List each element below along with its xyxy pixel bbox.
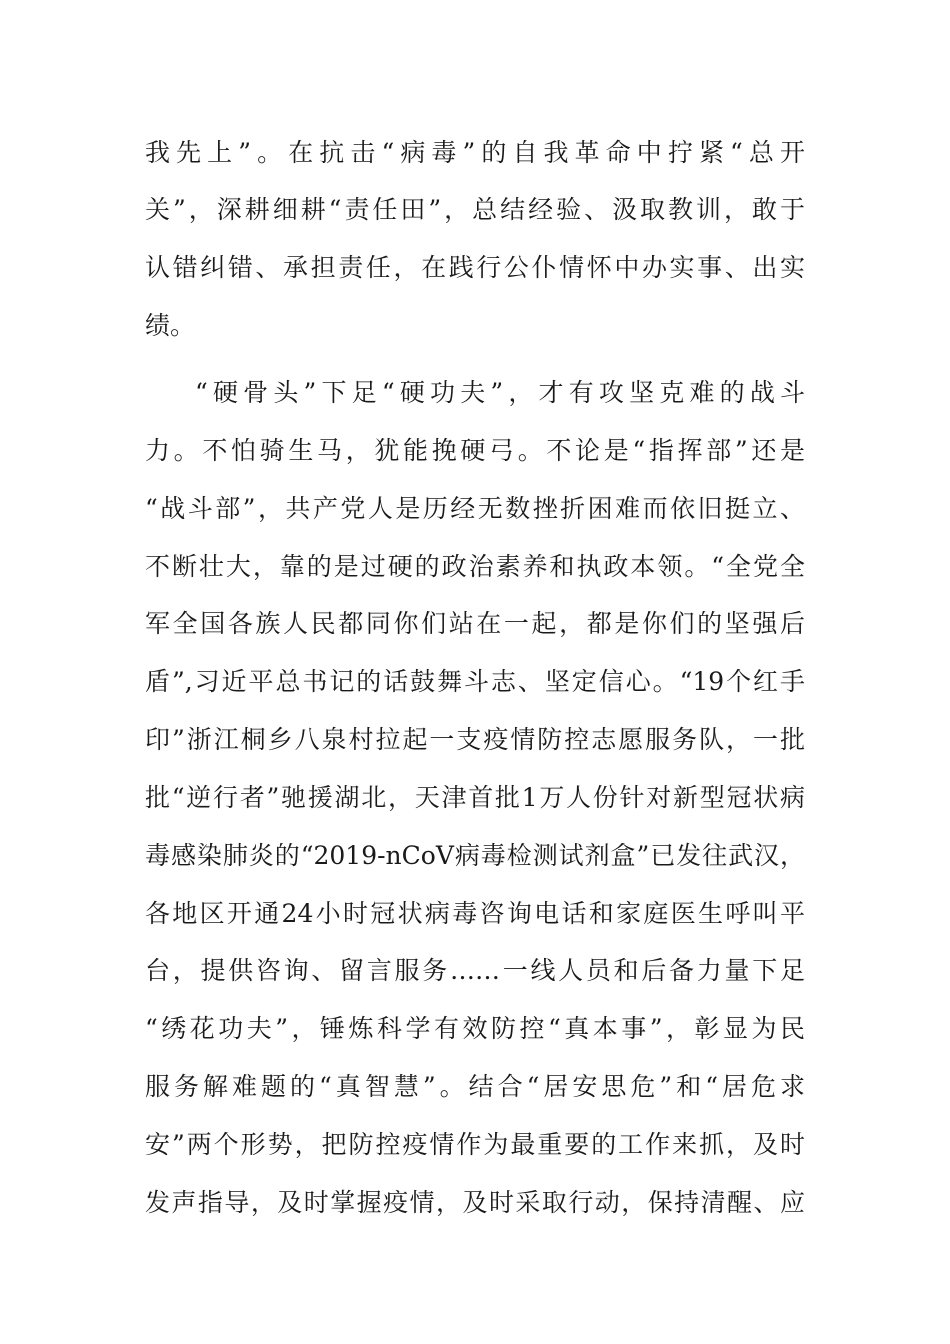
text-line: 批“逆行者”驰援湖北，天津首批1万人份针对新型冠状病 [145, 783, 805, 812]
text-line: 认错纠错、承担责任，在践行公仆情怀中办实事、出实 [145, 253, 805, 282]
text-line: 绩。 [145, 311, 196, 340]
text-line: 军全国各族人民都同你们站在一起，都是你们的坚强后 [145, 609, 805, 638]
text-line: 台，提供咨询、留言服务……一线人员和后备力量下足 [145, 956, 805, 985]
text-line: 关”，深耕细耕“责任田”，总结经验、汲取教训，敢于 [145, 195, 805, 224]
text-line: 力。不怕骑生马，犹能挽硬弓。不论是“指挥部”还是 [145, 436, 805, 465]
text-line: 印”浙江桐乡八泉村拉起一支疫情防控志愿服务队，一批 [145, 725, 805, 754]
text-line: 服务解难题的“真智慧”。结合“居安思危”和“居危求 [145, 1072, 805, 1101]
text-line: 我先上”。在抗击“病毒”的自我革命中拧紧“总开 [145, 138, 805, 167]
text-line: “绣花功夫”，锤炼科学有效防控“真本事”，彰显为民 [145, 1014, 805, 1043]
text-line: 发声指导，及时掌握疫情，及时采取行动，保持清醒、应 [145, 1188, 805, 1217]
paragraph-first-line: “硬骨头”下足“硬功夫”，才有攻坚克难的战斗 [195, 378, 805, 407]
text-line: 不断壮大，靠的是过硬的政治素养和执政本领。“全党全 [145, 552, 805, 581]
text-line: 盾”,习近平总书记的话鼓舞斗志、坚定信心。“19个红手 [145, 667, 805, 696]
text-line: 安”两个形势，把防控疫情作为最重要的工作来抓，及时 [145, 1130, 805, 1159]
text-line: “战斗部”，共产党人是历经无数挫折困难而依旧挺立、 [145, 494, 805, 523]
text-line: 各地区开通24小时冠状病毒咨询电话和家庭医生呼叫平 [145, 899, 805, 928]
text-line: 毒感染肺炎的“2019-nCoV病毒检测试剂盒”已发往武汉， [145, 841, 805, 870]
